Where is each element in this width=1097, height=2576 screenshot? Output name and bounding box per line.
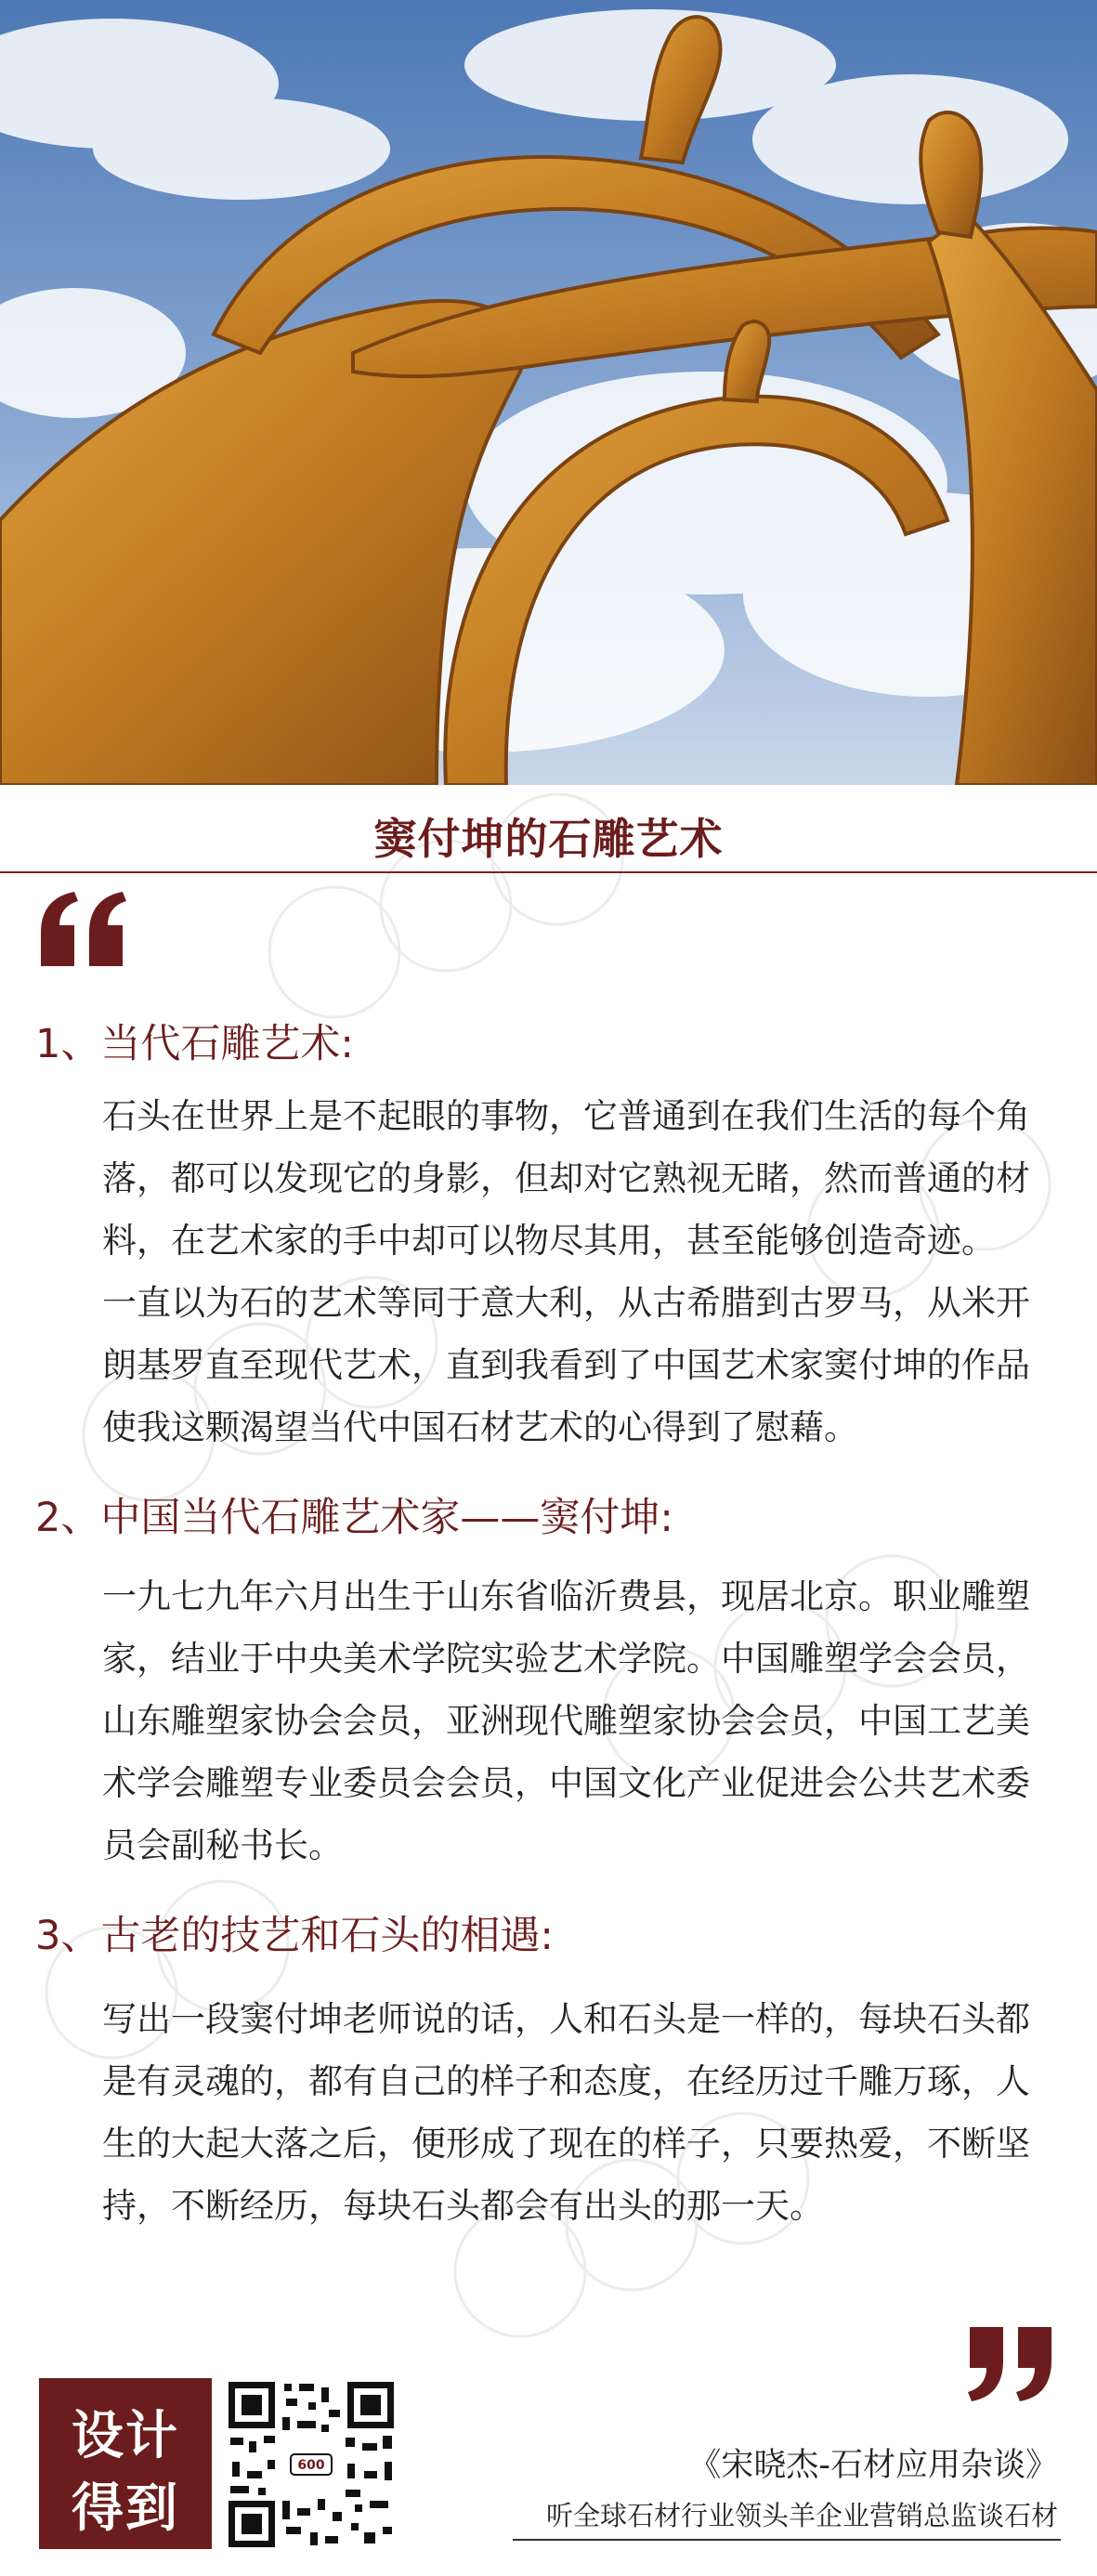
page-title: 窦付坤的石雕艺术 — [373, 814, 724, 864]
brand-logo — [39, 2378, 212, 2549]
section-3-line: 持，不断经历，每块石头都会有出头的那一天。 — [102, 2186, 824, 2226]
title-band — [0, 785, 1097, 874]
section-1-line: 朗基罗直至现代艺术，直到我看到了中国艺术家窦付坤的作品 — [102, 1345, 1030, 1385]
section-1-line: 使我这颗渴望当代中国石材艺术的心得到了慰藉。 — [102, 1407, 858, 1447]
section-3-line: 生的大起大落之后，便形成了现在的样子，只要热爱，不断坚 — [102, 2124, 1030, 2164]
qr-code-graphic — [225, 2378, 398, 2551]
footer-divider — [513, 2539, 1061, 2541]
logo-line-2: 得到 — [72, 2478, 179, 2539]
section-2-line: 术学会雕塑专业委员会会员，中国文化产业促进会公共艺术委 — [102, 1763, 1030, 1803]
section-1-line: 落，都可以发现它的身影，但却对它熟视无睹，然而普通的材 — [102, 1158, 1030, 1198]
section-1-line: 料，在艺术家的手中却可以物尽其用，甚至能够创造奇迹。 — [102, 1221, 996, 1261]
qr-code[interactable] — [225, 2378, 398, 2551]
section-heading-3: 3、古老的技艺和石头的相遇: — [35, 1913, 554, 1959]
section-2-line: 家，结业于中央美术学院实验艺术学院。中国雕塑学会会员， — [102, 1639, 1030, 1679]
section-2-line: 一九七九年六月出生于山东省临沂费县，现居北京。职业雕塑 — [102, 1576, 1030, 1616]
footer-subtitle: 听全球石材行业领头羊企业营销总监谈石材 — [545, 2500, 1058, 2531]
section-1-line: 石头在世界上是不起眼的事物，它普通到在我们生活的每个角 — [102, 1096, 1030, 1136]
section-2-line: 员会副秘书长。 — [102, 1825, 343, 1865]
section-2-line: 山东雕塑家协会会员，亚洲现代雕塑家协会会员，中国工艺美 — [102, 1701, 1030, 1741]
section-body-1 — [102, 1085, 1063, 1458]
title-divider — [0, 871, 1097, 873]
close-quote-icon — [966, 2327, 1063, 2401]
section-3-line: 写出一段窦付坤老师说的话，人和石头是一样的，每块石头都 — [102, 1999, 1030, 2039]
hero-photo — [0, 0, 1097, 785]
section-body-3 — [102, 1988, 1063, 2237]
section-heading-2: 2、中国当代石雕艺术家——窦付坤: — [35, 1495, 673, 1541]
open-quote-icon — [33, 892, 130, 966]
sculpture-photo — [0, 0, 1097, 785]
footer-series-title: 《宋晓杰-石材应用杂谈》 — [688, 2447, 1058, 2484]
section-body-2 — [102, 1565, 1063, 1876]
section-1-line: 一直以为石的艺术等同于意大利，从古希腊到古罗马，从米开 — [102, 1283, 1030, 1323]
section-heading-1: 1、当代石雕艺术: — [35, 1021, 354, 1067]
logo-line-1: 设计 — [72, 2406, 179, 2466]
section-3-line: 是有灵魂的，都有自己的样子和态度，在经历过千雕万琢，人 — [102, 2061, 1030, 2101]
qr-center-label: 600 — [297, 2458, 325, 2473]
